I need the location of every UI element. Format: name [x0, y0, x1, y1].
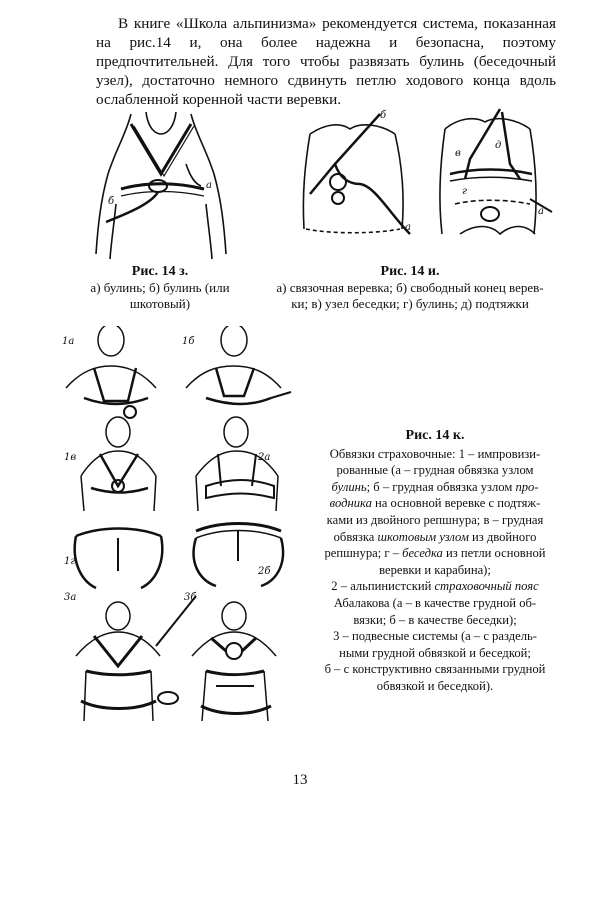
page-number: 13 [292, 772, 308, 788]
fig-14k-label-1g: 1г [64, 556, 76, 567]
fig-14k-label-1b: 1б [182, 336, 195, 347]
figure-14k-title: Рис. 14 к. [405, 428, 465, 443]
fig-14k-text: водника на основной веревке с подтяж- [329, 496, 541, 511]
figure-14z-illustration [86, 104, 236, 264]
figure-14i-caption [260, 264, 560, 312]
fig-14k-text: вязки; б – в качестве беседки); [353, 612, 517, 627]
fig-14i-label-v: в [455, 148, 461, 159]
fig-14k-text: 3 – подвесные системы (а – с раздель- [333, 629, 537, 644]
figure-14i-illustration [290, 104, 560, 254]
fig-14i-label-b: б [380, 110, 387, 121]
fig-14k-text: ными грудной обвязкой и беседкой; [339, 645, 531, 660]
fig-14k-label-3a: 3а [64, 592, 77, 603]
figure-14z-caption-line2: шкотовый) [129, 296, 191, 311]
fig-14k-text: Обвязки страховочные: 1 – импровизи- [329, 446, 541, 461]
figure-14i-title: Рис. 14 и. [380, 264, 440, 279]
fig-14k-text: б – с конструктивно связанными грудной [324, 662, 546, 677]
fig-14k-text: ками из двойного репшнура; в – грудная [326, 512, 544, 527]
figure-14z-caption [70, 264, 250, 312]
figure-14k-illustrations [56, 326, 296, 746]
figure-14i-caption-line1: а) связочная веревка; б) свободный конец верев- [276, 280, 544, 295]
fig-14z-label-a: а [206, 180, 212, 191]
fig-14k-label-2a: 2а [258, 452, 271, 463]
fig-14i-label-a2: а [538, 206, 544, 217]
fig-14k-text: обвязка шкотовым узлом из двойного [333, 529, 537, 544]
fig-14k-label-1a: 1а [62, 336, 75, 347]
fig-14i-label-g: г [462, 186, 468, 197]
figure-14k-caption [310, 428, 560, 695]
fig-14k-text: булинь; б – грудная обвязка узлом про- [331, 479, 539, 494]
fig-14k-text: веревки и карабина); [379, 562, 491, 577]
figure-14z-title: Рис. 14 з. [131, 264, 189, 279]
fig-14k-label-3b: 3б [184, 592, 197, 603]
fig-14k-text: 2 – альпинистский страховочный пояс [331, 579, 539, 594]
fig-14z-label-b: б [108, 196, 115, 207]
fig-14i-label-a: а [405, 222, 411, 233]
fig-14k-label-1v: 1в [64, 452, 77, 463]
figure-14z-caption-line1: а) булинь; б) булинь (или [90, 280, 230, 295]
fig-14k-text: рованные (а – грудная обвязка узлом [336, 463, 534, 478]
intro-paragraph: В книге «Школа альпинизма» рекомендуется система, показанная на рис.14 и, она более надежна и безопасна, поэтому предпочтительней. Для того чтобы развязать булинь (беседочный узел), достаточно немного сдвинуть петлю ходового конца вдоль ослабленной коренной части веревки. [96, 15, 556, 108]
fig-14k-text: Абалакова (а – в качестве грудной об- [333, 595, 537, 610]
fig-14k-text: обвязкой и беседкой). [376, 678, 494, 693]
fig-14k-text: репшнура; г – беседка из петли основной [324, 546, 546, 561]
figure-14i-caption-line2: ки; в) узел беседки; г) булинь; д) подтяжки [291, 296, 529, 311]
fig-14k-label-2b: 2б [258, 566, 271, 577]
fig-14i-label-d: д [495, 140, 502, 151]
